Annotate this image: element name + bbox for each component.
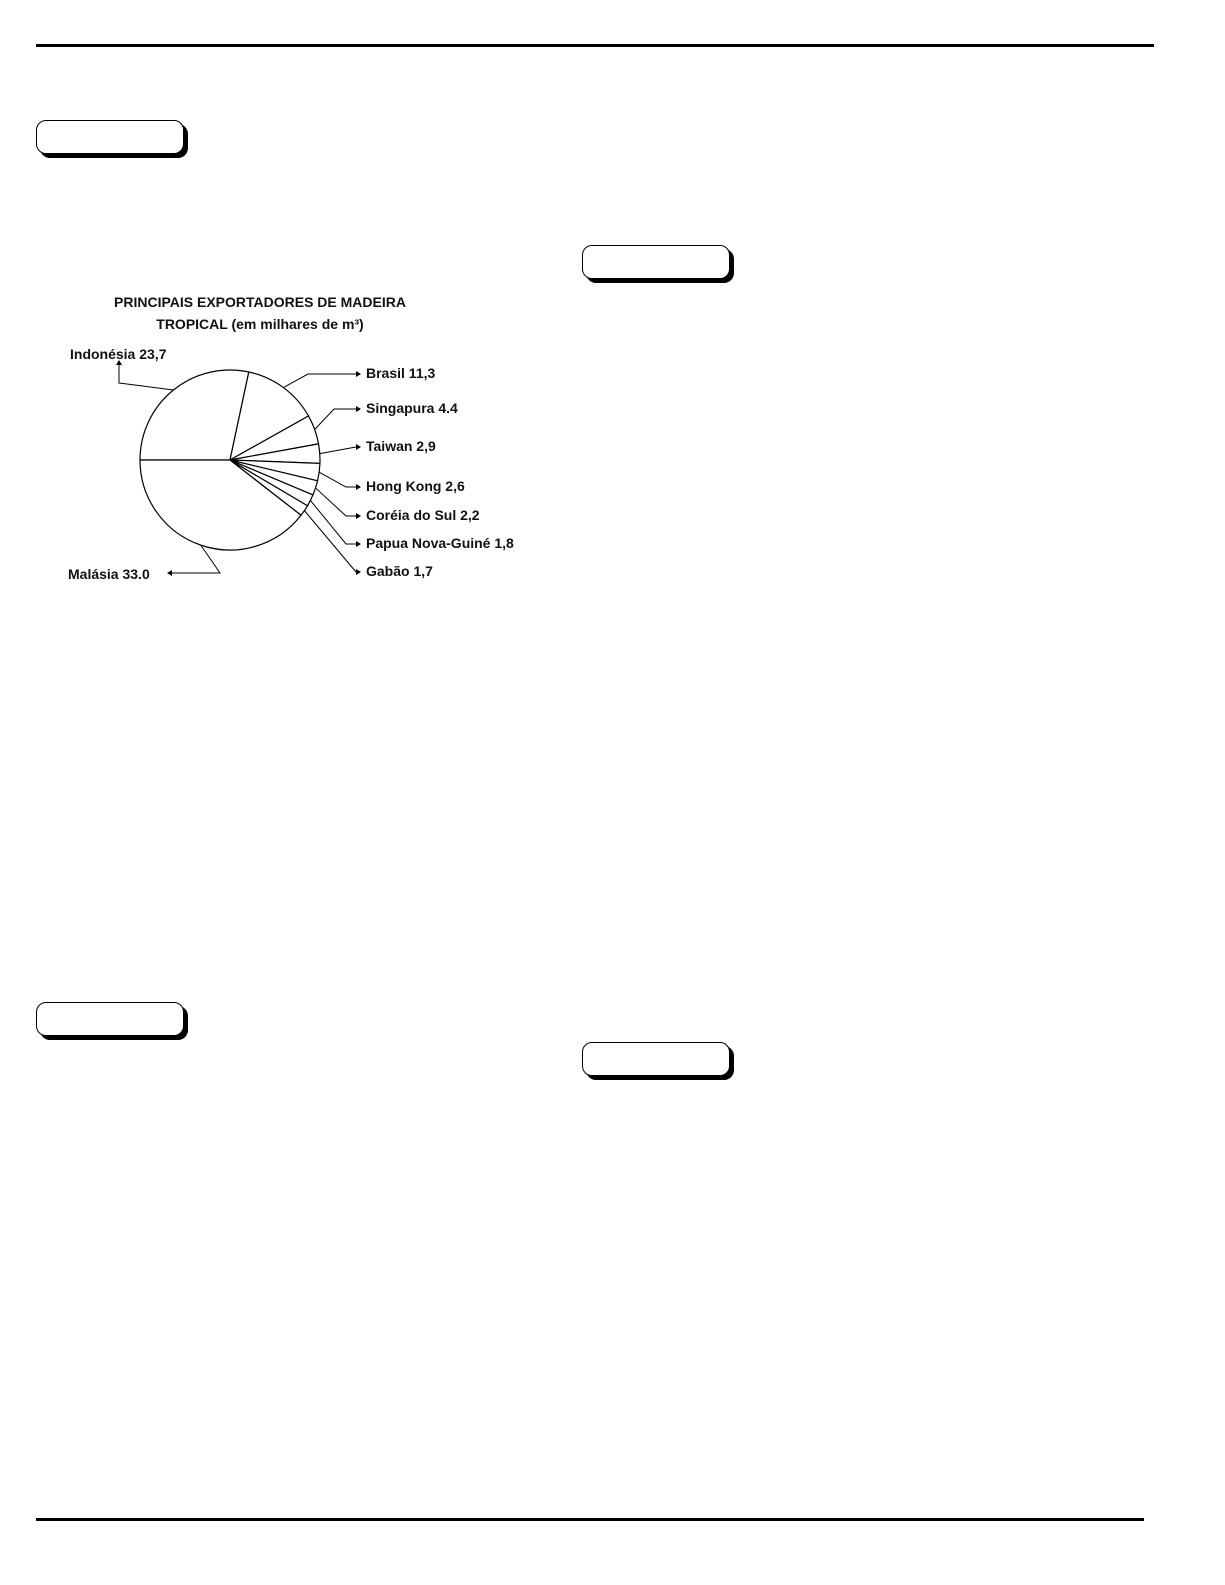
leader-arrow-mal-sia [167,570,172,576]
pie-label-cor-ia-do-sul: Coréia do Sul 2,2 [366,507,480,523]
leader-line-brasil [283,374,356,388]
pie-label-gab-o: Gabão 1,7 [366,563,433,579]
pie-label-papua-nova-guin-: Papua Nova-Guiné 1,8 [366,535,514,551]
leader-arrow-gab-o [356,569,361,575]
pie-label-brasil: Brasil 11,3 [366,365,436,381]
pie-label-taiwan: Taiwan 2,9 [366,438,436,454]
leader-line-singapura [315,409,356,430]
top-rule [36,44,1154,47]
leader-line-mal-sia [172,545,220,573]
question-label-box-4 [582,1042,730,1076]
pie-slices [140,370,320,550]
leader-line-indon-sia [119,365,173,390]
leader-line-cor-ia-do-sul [316,488,356,516]
leader-arrow-taiwan [356,444,361,450]
exporters-pie-chart [50,283,550,598]
leader-arrow-hong-kong [356,484,361,490]
pie-label-singapura: Singapura 4.4 [366,400,458,416]
leader-line-gab-o [304,511,356,572]
bottom-rule [36,1518,1144,1521]
leader-line-taiwan [320,447,356,454]
question-label-box-1 [36,120,184,154]
leader-line-hong-kong [319,472,356,487]
question-label-box-3 [36,1002,184,1036]
question-label-box-2 [582,245,730,279]
leader-arrow-singapura [356,406,361,412]
chart-title-line-2: TROPICAL (em milhares de m³) [156,316,364,332]
pie-label-indon-sia: Indonésia 23,7 [70,346,167,362]
chart-title-line-1: PRINCIPAIS EXPORTADORES DE MADEIRA [114,294,406,310]
leader-arrow-cor-ia-do-sul [356,513,361,519]
leader-line-papua-nova-guin- [310,500,356,544]
leader-arrow-papua-nova-guin- [356,541,361,547]
pie-label-mal-sia: Malásia 33.0 [68,566,150,582]
pie-label-hong-kong: Hong Kong 2,6 [366,478,465,494]
leader-arrow-brasil [356,371,361,377]
